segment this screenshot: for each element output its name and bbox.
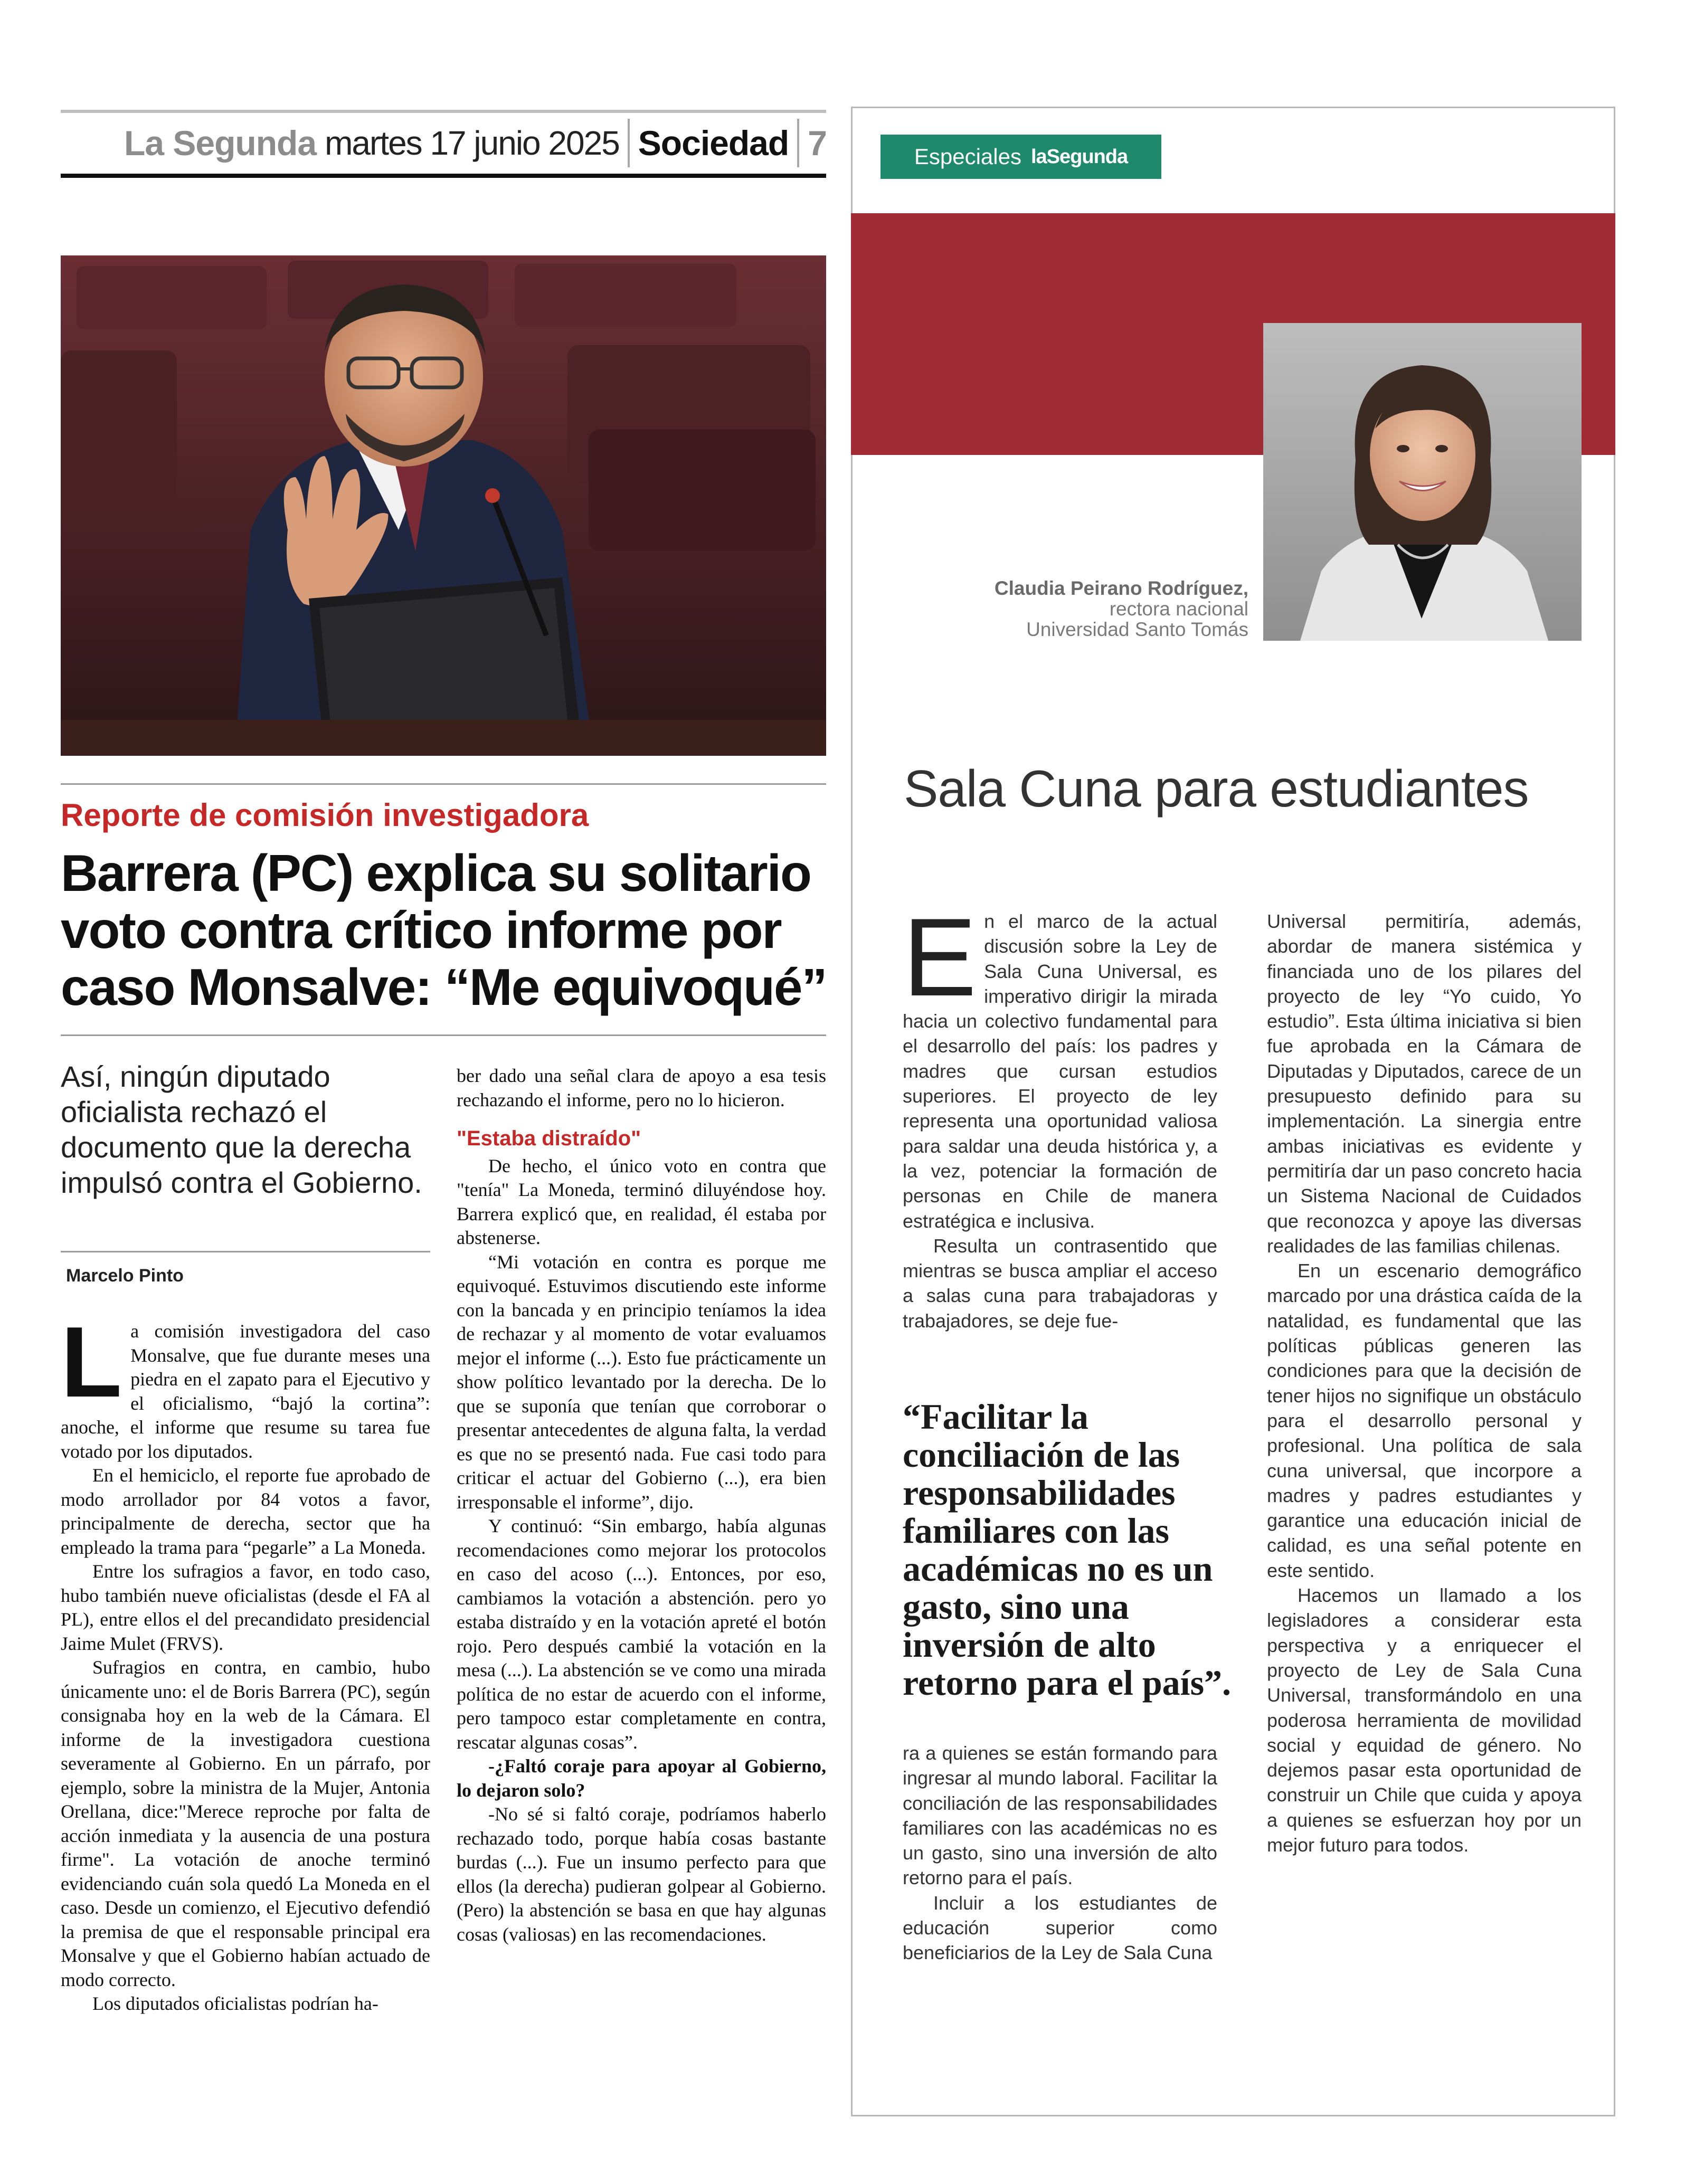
article-paragraph: De hecho, el único voto en contra que "tenía" La Moneda, terminó diluyéndose hoy. Barrera explicó que, en realidad, él estaba por abstenerse. xyxy=(457,1155,826,1248)
opinion-paragraph: Incluir a los estudiantes de educación superior como beneficiarios de la Ley de Sala Cuna xyxy=(903,1892,1217,1964)
article-kicker: Reporte de comisión investigadora xyxy=(61,797,589,833)
article-paragraph: En el hemiciclo, el reporte fue aprobado de modo arrollador por 84 votos a favor, principalmente de derecha, sector que ha empleado la trama para “pegarle” a La Moneda. xyxy=(61,1465,430,1558)
newspaper-brand: La Segunda xyxy=(124,123,317,163)
header-separator xyxy=(797,119,799,167)
article-subheading: "Estaba distraído" xyxy=(457,1127,641,1150)
author-name: Claudia Peirano Rodríguez, xyxy=(994,577,1248,599)
badge-brand: laSegunda xyxy=(1030,145,1128,168)
opinion-column-1 xyxy=(903,895,1217,1333)
page-header xyxy=(124,115,827,170)
article-paragraph: “Mi votación en contra es porque me equivoqué. Estuvimos discutiendo este informe con la bancada y en principio teníamos la idea de rechazar y al momento de votar evaluamos mejor el informe (...). Esto fue prácticamente un show político levantado por la derecha. De lo que se suponía que tenían que corroborar o presentar antecedentes de alguna falta, la verdad es que no se presentó nada. Fue casi todo para criticar el actuar del Gobierno (...), era bien irresponsable el informe”, dijo. xyxy=(457,1251,826,1513)
opinion-paragraph: En un escenario demográfico marcado por una drástica caída de la natalidad, es fundamental que las políticas públicas generen las condiciones para que la decisión de tener hijos no signifique un obstáculo para el desarrollo personal y profesional. Una política de sala cuna universal, que incorpore a madres y padres estudiantes y garantice una educación inicial de calidad, es una señal potente en este sentido. xyxy=(1267,1260,1582,1581)
article-column-1 xyxy=(61,1306,430,2016)
article-paragraph: Los diputados oficialistas podrían ha- xyxy=(92,1993,378,2014)
page-number: 7 xyxy=(808,123,827,163)
author-caption xyxy=(897,578,1248,640)
opinion-paragraph: Universal permitiría, además, abordar de manera sistémica y financiada uno de los pilares del proyecto de ley “Yo cuido, Yo estudio”. Esta última iniciativa si bien fue aprobada en la Cámara de Diputadas y Diputados, carece de un presupuesto definido para su implementación. La sinergia entre ambas iniciativas es evidente y permitiría dar un paso concreto hacia un Sistema Nacional de Cuidados que reconozca y apoye las diversas realidades de las familias chilenas. xyxy=(1267,910,1582,1257)
article-headline: Barrera (PC) explica su solitario voto contra crítico informe por caso Monsalve: “Me equivoqué” xyxy=(61,844,827,1016)
article-author: Marcelo Pinto xyxy=(66,1266,184,1286)
pull-quote: “Facilitar la conciliación de las responsabilidades familiares con las académicas no es un gasto, sino una inversión de alto retorno para el país”. xyxy=(903,1397,1232,1703)
column-title: Sala Cuna para estudiantes xyxy=(904,759,1529,818)
author-portrait xyxy=(1263,323,1582,641)
author-organization: Universidad Santo Tomás xyxy=(1026,619,1248,640)
opinion-paragraph: Resulta un contrasentido que mientras se busca ampliar el acceso a salas cuna para trabajadoras y trabajadores, se deje fue- xyxy=(903,1235,1217,1332)
drop-cap: L xyxy=(61,1306,122,1418)
interview-question: -¿Faltó coraje para apoyar al Gobierno, lo dejaron solo? xyxy=(457,1755,826,1801)
article-paragraph: Y continuó: “Sin embargo, había algunas recomendaciones como mejorar los protocolos en caso del acoso (...). Entonces, por eso, cambiamos la votación a abstención. pero yo estaba distraído y en la votación apreté el botón rojo. Pero después cambié la votación en la mesa (...). La abstención se ve como una mirada política de no estar de acuerdo con el informe, pero tampoco estar completamente en contra, rescatar algunas cosas”. xyxy=(457,1515,826,1753)
paragraph-text: a comisión investigadora del caso Monsalve, que fue durante meses una piedra en el zapato para el Ejecutivo y el oficialismo, “bajó la cortina”: anoche, el informe que resume su tarea fue votado por los diputados. xyxy=(61,1321,430,1462)
article-paragraph xyxy=(61,1306,430,1464)
headline-bottom-rule xyxy=(61,1034,826,1036)
deputy-photo-illustration xyxy=(61,255,826,756)
header-separator xyxy=(628,119,630,167)
drop-cap: E xyxy=(903,895,977,1019)
opinion-column-2 xyxy=(1267,909,1582,1857)
opinion-paragraph xyxy=(903,895,1217,1233)
opinion-paragraph: Hacemos un llamado a los legisladores a considerar esta perspectiva y a enriquecer el proyecto de Ley de Sala Cuna Universal, transformándolo en una poderosa herramienta de movilidad social y equidad de género. No dejemos pasar esta oportunidad de construir un Chile que cuida y apoya a quienes se esfuerzan hoy por un mejor futuro para todos. xyxy=(1267,1584,1582,1856)
header-bottom-rule xyxy=(61,174,826,178)
deputy-photo xyxy=(61,255,826,756)
article-paragraph: Entre los sufragios a favor, en todo caso, hubo también nueve oficialistas (desde el FA al PL), entre ellos el del precandidato presidencial Jaime Mulet (FRVS). xyxy=(61,1561,430,1654)
opinion-column-1-continued xyxy=(903,1741,1217,1965)
article-lead: Así, ningún diputado oficialista rechazó el documento que la derecha impulsó contra el Gobierno. xyxy=(61,1060,422,1199)
author-role: rectora nacional xyxy=(1109,598,1248,620)
article-paragraph: ber dado una señal clara de apoyo a esa tesis rechazando el informe, pero no lo hicieron. xyxy=(457,1065,826,1110)
author-portrait-illustration xyxy=(1263,323,1582,641)
article-paragraph: Sufragios en contra, en cambio, hubo únicamente uno: el de Boris Barrera (PC), según consignaba hoy en la web de la Cámara. El informe de la investigadora cuestiona severamente al Gobierno. En un párrafo, por ejemplo, sobre la ministra de la Mujer, Antonia Orellana, dice:"Merece reproche por falta de acción inmediata y la ausencia de una postura firme". La votación de anoche terminó evidenciando cuán sola quedó La Moneda en el caso. Desde un comienzo, el Ejecutivo defendió la premisa de que el responsable principal era Monsalve y que el Gobierno habían actuado de modo correcto. xyxy=(61,1657,430,1990)
paragraph-text: n el marco de la actual discusión sobre la Ley de Sala Cuna Universal, es imperativo dirigir la mirada hacia un colectivo fundamental para el desarrollo del país: los padres y madres que cursan estudios superiores. El proyecto de ley representa una oportunidad valiosa para saldar una deuda histórica y, a la vez, potenciar la formación de personas en Chile de manera estratégica e inclusiva. xyxy=(903,910,1217,1232)
headline-top-rule xyxy=(61,783,826,785)
article-column-2 xyxy=(457,1064,826,1946)
lead-rule xyxy=(61,1251,430,1252)
issue-date: martes 17 junio 2025 xyxy=(325,124,619,162)
header-top-rule xyxy=(61,110,826,113)
opinion-paragraph: ra a quienes se están formando para ingresar al mundo laboral. Facilitar la conciliación de las responsabilidades familiares con las académicas no es un gasto, sino una inversión de alto retorno para el país. xyxy=(903,1742,1217,1889)
section-name: Sociedad xyxy=(638,123,789,163)
article-paragraph: -No sé si faltó coraje, podríamos haberlo rechazado todo, porque había cosas bastante burdas (...). Fue un insumo perfecto para que ellos (la derecha) pudieran golpear al Gobierno. (Pero) la abstención se basa en que hay algunas cosas (valiosas) en las recomendaciones. xyxy=(457,1803,826,1945)
badge-label: Especiales xyxy=(914,144,1021,169)
especiales-badge xyxy=(881,135,1161,179)
